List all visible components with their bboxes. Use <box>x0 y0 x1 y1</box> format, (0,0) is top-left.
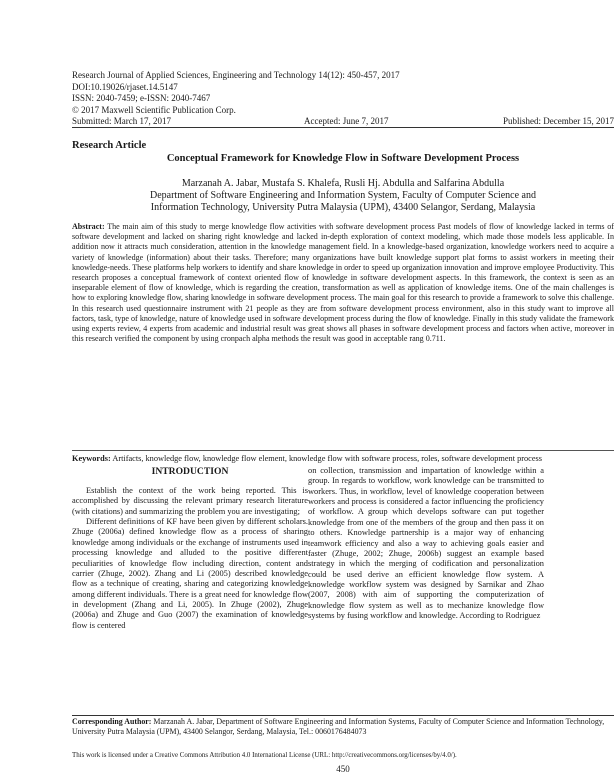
abstract-divider <box>72 450 614 451</box>
header-divider <box>72 127 614 128</box>
intro-paragraph-2: Different definitions of KF have been given by different scholars. Zhuge (2006a) defined knowledge flow as a process of sharing knowledge among individuals or the exchange of instruments used in processing knowledge and alluded to the positive different peculiarities of knowledge flow including direction, content and carrier (Zhuge, 2002). Zhang and Li (2005) described knowledge flow as a technique of creating, sharing and categorizing knowledge among different individuals. There is a great need for knowledge flow in development (Zhang and Li, 2005). In Zhuge (2002), Zhuge (2006a) and Zhuge and Guo (2007) the examination of knowledge flow is centered <box>72 517 308 630</box>
footer-divider <box>72 715 614 716</box>
intro-paragraph-3: on collection, transmission and impartation of knowledge within a group. In regards to workflow, work knowledge can be transmitted to workers. Thus, in workflow, level of knowledge cooperation between workers and process is considered a factor influencing the proficiency of workflow. A group which develops software can put together knowledge from one of the members of the group and then pass it on to others. Knowledge partnership is a major way of enhancing teamwork efficiency and also a way to achieving goals easier and faster (Zhuge, 2002; Zhuge, 2006b) suggest an example based strategy in which the merging of codification and personalization could be used derive an efficient knowledge flow system. A knowledge workflow system was designed by Sarnikar and Zhao (2007, 2008) with aim of supporting the computerization of knowledge flow system as well as to mechanize knowledge flow systems by fusing workflow and knowledge. According to Rodriguez <box>308 466 544 621</box>
submitted-date: Submitted: March 17, 2017 <box>72 116 171 126</box>
journal-citation: Research Journal of Applied Sciences, Engineering and Technology 14(12): 450-457, 2017 <box>72 70 400 80</box>
journal-header <box>72 70 400 116</box>
article-type: Research Article <box>72 140 147 151</box>
intro-paragraph-1: Establish the context of the work being reported. This is accomplished by discussing the relevant primary research literature (with citations) and summarizing the problem you are investigating; <box>72 486 308 516</box>
corresponding-author-text: Marzanah A. Jabar, Department of Software Engineering and Information Systems, Faculty of Computer Science and Information Technology, University Putra Malaysia (UPM), 43400 Selangor, Serdang, Malaysia, Tel.: 0060176484073 <box>72 717 605 736</box>
doi: DOI:10.19026/rjaset.14.5147 <box>72 81 178 92</box>
keywords-label: Keywords: <box>72 454 111 463</box>
keywords <box>72 454 614 464</box>
corresponding-author <box>72 717 614 736</box>
publication-dates <box>72 116 614 127</box>
keywords-text: Artifacts, knowledge flow, knowledge flow element, knowledge flow with software process, roles, software development process <box>112 454 542 463</box>
abstract-label: Abstract: <box>72 222 105 231</box>
corresponding-author-label: Corresponding Author: <box>72 717 152 726</box>
affiliation-line-2: Information Technology, University Putra Malaysia (UPM), 43400 Selangor, Serdang, Malaysia <box>150 202 536 213</box>
author-names: Marzanah A. Jabar, Mustafa S. Khalefa, Rusli Hj. Abdulla and Salfarina Abdulla <box>181 178 505 189</box>
right-column <box>308 466 544 621</box>
section-heading-introduction: INTRODUCTION <box>151 466 229 477</box>
issn: ISSN: 2040-7459; e-ISSN: 2040-7467 <box>72 93 211 103</box>
article-title: Conceptual Framework for Knowledge Flow in Software Development Process <box>166 153 520 164</box>
abstract <box>72 222 614 344</box>
left-column <box>72 486 308 631</box>
accepted-date: Accepted: June 7, 2017 <box>304 116 389 126</box>
copyright: © 2017 Maxwell Scientific Publication Corp. <box>72 104 236 115</box>
abstract-text: The main aim of this study to merge knowledge flow activities with software development process Past models of flow of knowledge lacked in terms of software development and lacked on sharing right knowledge and lacked in-depth exploration of context modeling, which made those models less applicable. In addition now it attracts much consideration, attention in the knowledge management field. In a knowledge-based organization, knowledge workers need to acquire a variety of knowledge (information) about their tasks. Therefore; many organizations have built knowledge support plat forms to assist workers in meeting their knowledge-needs. These platforms help workers to identify and share knowledge in order to speed up organization innovation and improve employee Productivity. This research proposes a conceptual framework of context oriented flow of knowledge in software development aspects. In this framework, the context is seen as an inseparable element of flow of knowledge, which is regarding the creation, transformation as well as application of knowledge items. One of the main challenges is how to exploring knowledge flow, sharing knowledge in software development process. The main goal for this research to provide a framework to solve this challenge. In this research used questionnaire instrument with 21 people as they are from software development process environment, also in this study want to improve all factors, task, type of knowledge, nature of knowledge used in software development process during the flow of knowledge. Finally in this study validate the framework using experts review, 4 experts from academic and industrial result was great shows all phases in software development process and factors when active, moreover in this research verified the component by using cronpach alpha methods the result was good in acceptable rang 0.711. <box>72 222 614 344</box>
page-number: 450 <box>336 764 350 774</box>
author-block <box>72 178 614 214</box>
published-date: Published: December 15, 2017 <box>503 116 614 126</box>
license-notice: This work is licensed under a Creative Commons Attribution 4.0 International License (URL: http://creativecommons.org/licenses/by/4.0/). <box>72 752 457 759</box>
affiliation-line-1: Department of Software Engineering and Information System, Faculty of Computer Science and <box>149 190 536 201</box>
